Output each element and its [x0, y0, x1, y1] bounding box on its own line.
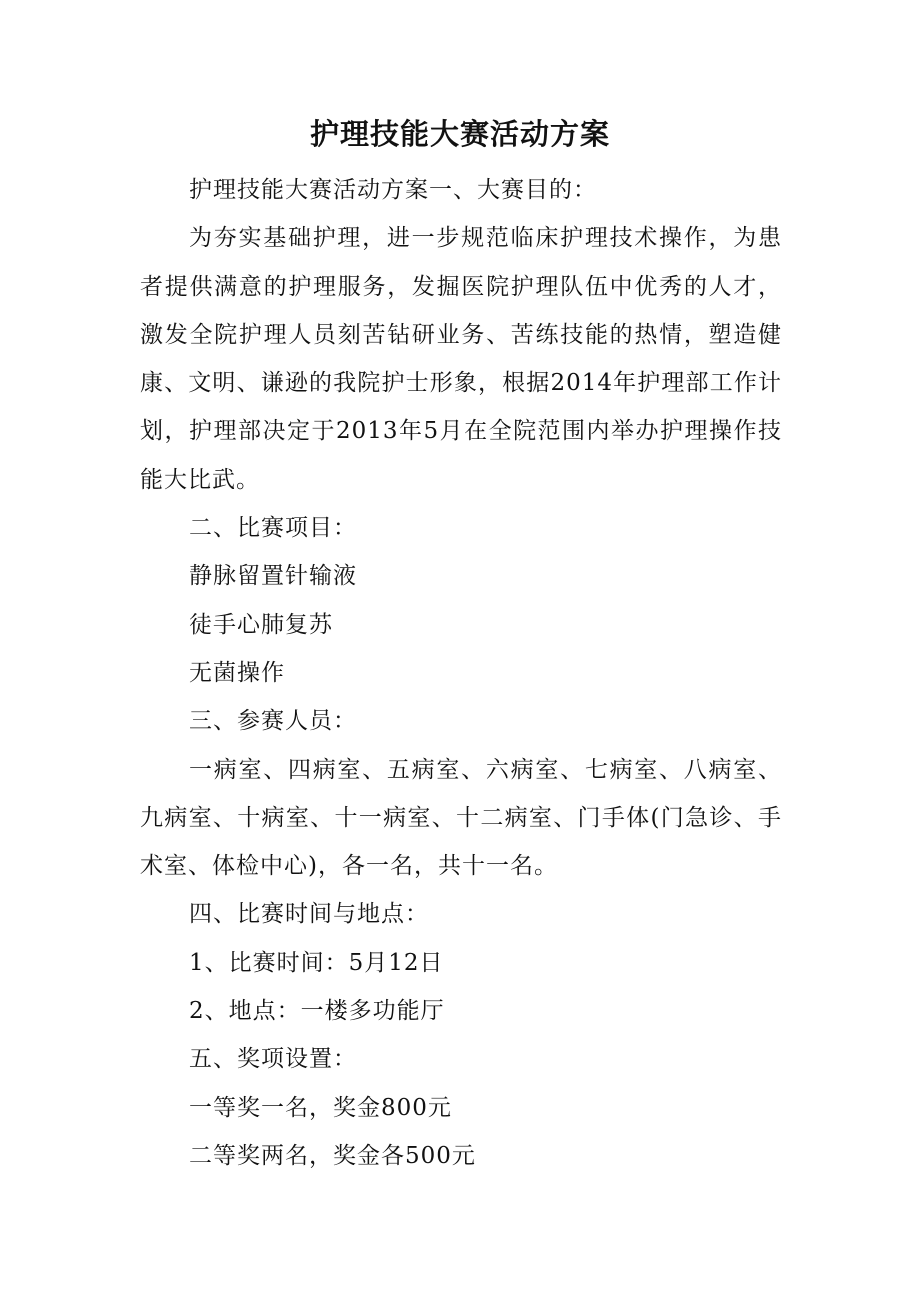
paragraph-participants: 一病室、四病室、五病室、六病室、七病室、八病室、九病室、十病室、十一病室、十二病室、门手体(门急诊、手术室、体检中心)，各一名，共十一名。	[140, 756, 782, 880]
list-item: 静脉留置针输液	[189, 563, 357, 590]
heading-competition-items: 二、比赛项目：	[189, 515, 357, 542]
heading-participants: 三、参赛人员：	[189, 708, 357, 735]
list-item: 2、地点：一楼多功能厅	[189, 998, 445, 1025]
paragraph-purpose: 为夯实基础护理，进一步规范临床护理技术操作，为患者提供满意的护理服务，发掘医院护理队伍中优秀的人才，激发全院护理人员刻苦钻研业务、苦练技能的热情，塑造健康、文明、谦逊的我院护士形象，根据2014年护理部工作计划，护理部决定于2013年5月在全院范围内举办护理操作技能大比武。	[140, 225, 782, 493]
list-item: 一等奖一名，奖金800元	[189, 1094, 452, 1121]
list-item: 1、比赛时间：5月12日	[189, 949, 444, 976]
list-item: 无菌操作	[189, 659, 285, 686]
paragraph-intro: 护理技能大赛活动方案一、大赛目的：	[189, 177, 597, 203]
heading-awards: 五、奖项设置：	[189, 1046, 357, 1073]
document-title: 护理技能大赛活动方案	[309, 117, 610, 151]
document-body	[140, 166, 782, 1180]
list-item: 二等奖两名，奖金各500元	[189, 1142, 476, 1169]
heading-time-place: 四、比赛时间与地点：	[189, 901, 429, 928]
list-item: 徒手心肺复苏	[189, 611, 333, 638]
